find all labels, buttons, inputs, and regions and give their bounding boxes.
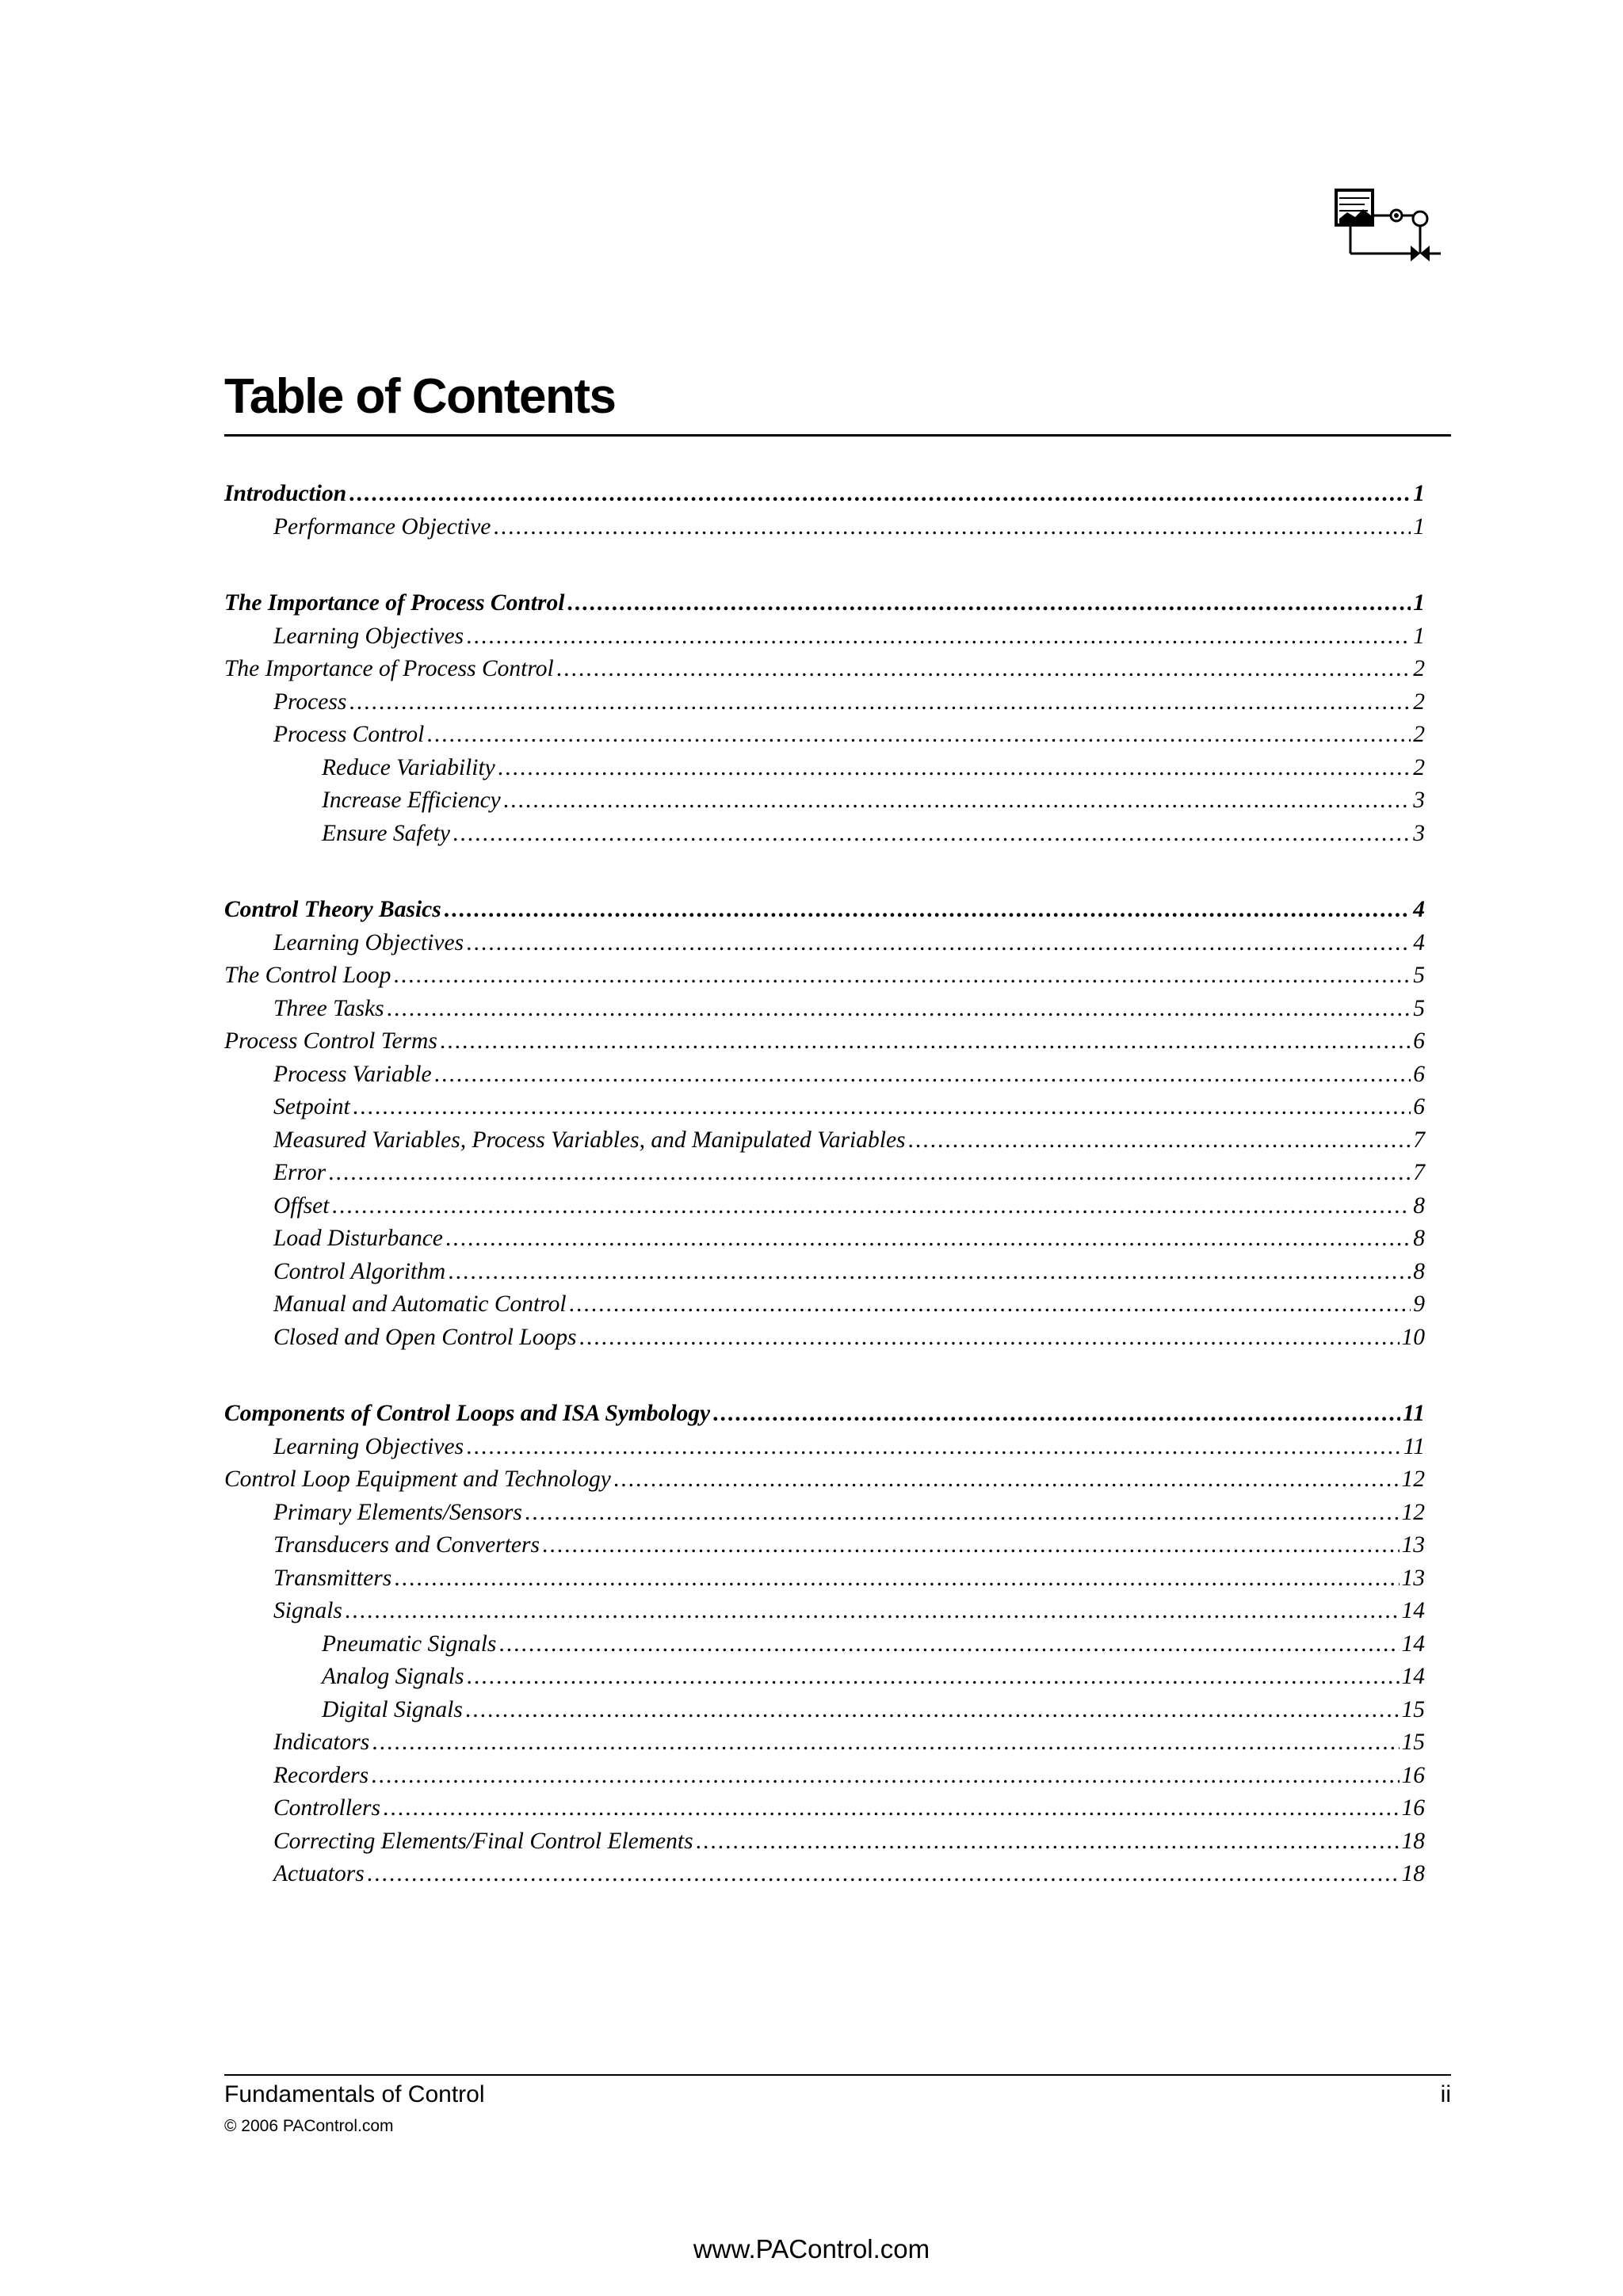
toc-entry-page: 15 xyxy=(1401,1696,1425,1722)
toc-entry[interactable] xyxy=(224,478,1425,511)
toc-entry-title: Digital Signals xyxy=(322,1696,463,1722)
toc-entry[interactable] xyxy=(224,686,1425,719)
toc-entry-page: 14 xyxy=(1401,1664,1425,1689)
toc-entry[interactable] xyxy=(224,1124,1425,1158)
toc-entry[interactable] xyxy=(224,894,1425,927)
toc-entry-page: 2 xyxy=(1413,722,1425,747)
toc-entry[interactable] xyxy=(224,1091,1425,1124)
toc-entry-title: Reduce Variability xyxy=(322,754,495,780)
toc-dot-leader xyxy=(466,1431,1401,1464)
toc-entry-page: 12 xyxy=(1401,1466,1425,1492)
toc-entry[interactable] xyxy=(224,1222,1425,1256)
toc-dot-leader xyxy=(367,1858,1400,1891)
toc-entry-title: Primary Elements/Sensors xyxy=(273,1499,522,1525)
toc-dot-leader xyxy=(696,1825,1400,1859)
toc-section xyxy=(224,1398,1425,1891)
toc-dot-leader xyxy=(712,1398,1400,1431)
toc-entry[interactable] xyxy=(224,1760,1425,1793)
toc-dot-leader xyxy=(383,1792,1400,1825)
toc-dot-leader xyxy=(349,478,1411,511)
toc-entry[interactable] xyxy=(224,752,1425,785)
toc-dot-leader xyxy=(448,1256,1411,1289)
toc-entry-title: Signals xyxy=(273,1598,342,1623)
toc-entry[interactable] xyxy=(224,959,1425,993)
toc-entry-page: 7 xyxy=(1413,1160,1425,1185)
toc-dot-leader xyxy=(453,818,1411,851)
footer-copyright: © 2006 PAControl.com xyxy=(224,2117,394,2135)
toc-entry[interactable] xyxy=(224,993,1425,1026)
toc-entry-page: 5 xyxy=(1413,995,1425,1021)
toc-entry-page: 6 xyxy=(1413,1028,1425,1054)
toc-entry-title: Closed and Open Control Loops xyxy=(273,1324,577,1350)
toc-entry-title: Analog Signals xyxy=(322,1664,464,1689)
toc-entry[interactable] xyxy=(224,1288,1425,1322)
toc-dot-leader xyxy=(393,959,1411,993)
toc-entry-title: Process Control Terms xyxy=(224,1028,437,1054)
toc-entry-page: 4 xyxy=(1413,929,1425,955)
toc-section xyxy=(224,894,1425,1354)
toc-entry-page: 1 xyxy=(1413,481,1425,506)
toc-entry[interactable] xyxy=(224,1726,1425,1760)
toc-dot-leader xyxy=(613,1463,1400,1497)
table-of-contents xyxy=(224,478,1425,1935)
toc-entry-page: 9 xyxy=(1413,1291,1425,1317)
toc-entry[interactable] xyxy=(224,1190,1425,1223)
toc-dot-leader xyxy=(444,894,1411,927)
toc-entry-page: 15 xyxy=(1401,1730,1425,1755)
toc-entry[interactable] xyxy=(224,719,1425,752)
toc-entry-page: 14 xyxy=(1401,1630,1425,1657)
toc-entry[interactable] xyxy=(224,927,1425,960)
toc-entry-title: Load Disturbance xyxy=(273,1226,443,1251)
toc-entry-title: Increase Efficiency xyxy=(322,788,501,813)
toc-dot-leader xyxy=(503,784,1411,818)
toc-entry-title: Control Algorithm xyxy=(273,1258,446,1284)
toc-entry-title: Transducers and Converters xyxy=(273,1532,540,1558)
toc-entry-page: 3 xyxy=(1413,820,1425,846)
toc-entry[interactable] xyxy=(224,653,1425,686)
toc-entry[interactable] xyxy=(224,1025,1425,1058)
footer-document-title: Fundamentals of Control xyxy=(224,2081,485,2107)
toc-entry-page: 11 xyxy=(1403,1401,1425,1426)
toc-dot-leader xyxy=(466,1661,1399,1694)
toc-entry[interactable] xyxy=(224,620,1425,654)
toc-entry[interactable] xyxy=(224,1322,1425,1355)
toc-dot-leader xyxy=(498,752,1411,785)
toc-dot-leader xyxy=(372,1726,1399,1760)
toc-entry-title: Process Variable xyxy=(273,1061,432,1087)
toc-entry-title: Process xyxy=(273,688,347,715)
toc-entry-page: 8 xyxy=(1413,1192,1425,1219)
toc-dot-leader xyxy=(556,653,1411,686)
toc-entry[interactable] xyxy=(224,784,1425,818)
toc-entry[interactable] xyxy=(224,1256,1425,1289)
toc-entry-page: 2 xyxy=(1413,656,1425,681)
toc-entry[interactable] xyxy=(224,818,1425,851)
toc-entry[interactable] xyxy=(224,1628,1425,1661)
toc-entry[interactable] xyxy=(224,1661,1425,1694)
toc-entry[interactable] xyxy=(224,1398,1425,1431)
toc-entry-page: 18 xyxy=(1401,1828,1425,1854)
toc-entry[interactable] xyxy=(224,1058,1425,1092)
toc-dot-leader xyxy=(579,1322,1399,1355)
toc-dot-leader xyxy=(426,719,1411,752)
toc-entry-page: 10 xyxy=(1401,1324,1425,1350)
toc-entry[interactable] xyxy=(224,1595,1425,1628)
toc-entry-page: 5 xyxy=(1413,963,1425,988)
toc-entry-title: Control Loop Equipment and Technology xyxy=(224,1466,611,1492)
toc-entry-page: 6 xyxy=(1413,1061,1425,1087)
toc-entry[interactable] xyxy=(224,587,1425,620)
toc-entry-page: 1 xyxy=(1413,623,1425,649)
toc-entry-title: Offset xyxy=(273,1192,330,1219)
toc-entry-title: Manual and Automatic Control xyxy=(273,1291,567,1317)
toc-entry[interactable] xyxy=(224,1694,1425,1727)
toc-entry-title: Actuators xyxy=(273,1861,365,1886)
toc-dot-leader xyxy=(434,1058,1411,1092)
toc-dot-leader xyxy=(371,1760,1399,1793)
toc-dot-leader xyxy=(542,1529,1400,1562)
toc-entry-page: 16 xyxy=(1401,1795,1425,1821)
toc-dot-leader xyxy=(498,1628,1399,1661)
toc-entry[interactable] xyxy=(224,1529,1425,1562)
toc-dot-leader xyxy=(349,686,1411,719)
toc-dot-leader xyxy=(466,620,1411,654)
toc-entry[interactable] xyxy=(224,1858,1425,1891)
toc-entry-title: Learning Objectives xyxy=(273,623,464,649)
page-title: Table of Contents xyxy=(224,369,616,424)
toc-entry-title: Components of Control Loops and ISA Symbology xyxy=(224,1401,711,1426)
toc-entry-title: Setpoint xyxy=(273,1094,350,1119)
process-control-loop-icon xyxy=(1328,184,1447,279)
site-url: www.PAControl.com xyxy=(693,2234,930,2264)
toc-entry-page: 2 xyxy=(1413,754,1425,780)
toc-dot-leader xyxy=(525,1497,1400,1530)
toc-dot-leader xyxy=(493,511,1411,544)
toc-dot-leader xyxy=(569,1288,1411,1322)
toc-entry-page: 2 xyxy=(1413,688,1425,715)
toc-entry-title: Error xyxy=(273,1160,327,1185)
toc-entry[interactable] xyxy=(224,1431,1425,1464)
toc-dot-leader xyxy=(331,1190,1411,1223)
toc-entry-title: Transmitters xyxy=(273,1565,392,1591)
toc-dot-leader xyxy=(908,1124,1411,1158)
toc-entry-title: Indicators xyxy=(273,1730,370,1755)
footer-page-number: ii xyxy=(1440,2081,1451,2107)
toc-entry-title: The Importance of Process Control xyxy=(224,656,554,681)
toc-entry[interactable] xyxy=(224,1497,1425,1530)
toc-entry-title: The Importance of Process Control xyxy=(224,590,565,616)
toc-entry-page: 8 xyxy=(1413,1258,1425,1284)
toc-dot-leader xyxy=(345,1595,1400,1628)
toc-entry[interactable] xyxy=(224,511,1425,544)
toc-dot-leader xyxy=(445,1222,1411,1256)
toc-entry-title: Introduction xyxy=(224,481,347,506)
toc-entry-title: Ensure Safety xyxy=(322,820,450,846)
toc-entry-title: Control Theory Basics xyxy=(224,897,441,922)
toc-dot-leader xyxy=(466,927,1411,960)
toc-entry-title: Three Tasks xyxy=(273,995,384,1021)
toc-entry-page: 1 xyxy=(1413,590,1425,616)
toc-entry-title: Recorders xyxy=(273,1762,369,1788)
toc-entry[interactable] xyxy=(224,1792,1425,1825)
toc-dot-leader xyxy=(387,993,1411,1026)
toc-entry-page: 11 xyxy=(1403,1433,1425,1459)
title-divider xyxy=(224,434,1451,437)
toc-entry-page: 13 xyxy=(1401,1532,1425,1558)
toc-entry[interactable] xyxy=(224,1463,1425,1497)
toc-entry-page: 13 xyxy=(1401,1565,1425,1591)
toc-entry-title: Learning Objectives xyxy=(273,1433,464,1459)
toc-dot-leader xyxy=(353,1091,1411,1124)
toc-entry-page: 18 xyxy=(1401,1861,1425,1886)
toc-entry-page: 4 xyxy=(1413,897,1425,922)
toc-entry-page: 8 xyxy=(1413,1226,1425,1251)
toc-entry-title: Performance Objective xyxy=(273,513,491,540)
toc-dot-leader xyxy=(465,1694,1400,1727)
toc-entry[interactable] xyxy=(224,1825,1425,1859)
toc-entry-page: 12 xyxy=(1401,1499,1425,1525)
toc-dot-leader xyxy=(394,1562,1399,1596)
toc-entry-title: Correcting Elements/Final Control Elements xyxy=(273,1828,693,1854)
toc-entry-title: Controllers xyxy=(273,1795,380,1821)
toc-entry-page: 6 xyxy=(1413,1094,1425,1119)
toc-section xyxy=(224,478,1425,543)
toc-entry-title: Learning Objectives xyxy=(273,929,464,955)
toc-section xyxy=(224,587,1425,850)
toc-dot-leader xyxy=(567,587,1411,620)
toc-entry-title: Pneumatic Signals xyxy=(322,1630,497,1657)
toc-dot-leader xyxy=(328,1157,1411,1190)
toc-entry-title: Process Control xyxy=(273,722,425,747)
toc-entry-title: Measured Variables, Process Variables, and Manipulated Variables xyxy=(273,1127,906,1153)
toc-entry-page: 14 xyxy=(1401,1598,1425,1623)
toc-dot-leader xyxy=(440,1025,1411,1058)
footer-divider xyxy=(224,2074,1451,2076)
toc-entry-page: 3 xyxy=(1413,788,1425,813)
toc-entry-page: 1 xyxy=(1413,513,1425,540)
toc-entry-page: 7 xyxy=(1413,1127,1425,1153)
toc-entry-title: The Control Loop xyxy=(224,963,391,988)
toc-entry-page: 16 xyxy=(1401,1762,1425,1788)
toc-entry[interactable] xyxy=(224,1562,1425,1596)
toc-entry[interactable] xyxy=(224,1157,1425,1190)
